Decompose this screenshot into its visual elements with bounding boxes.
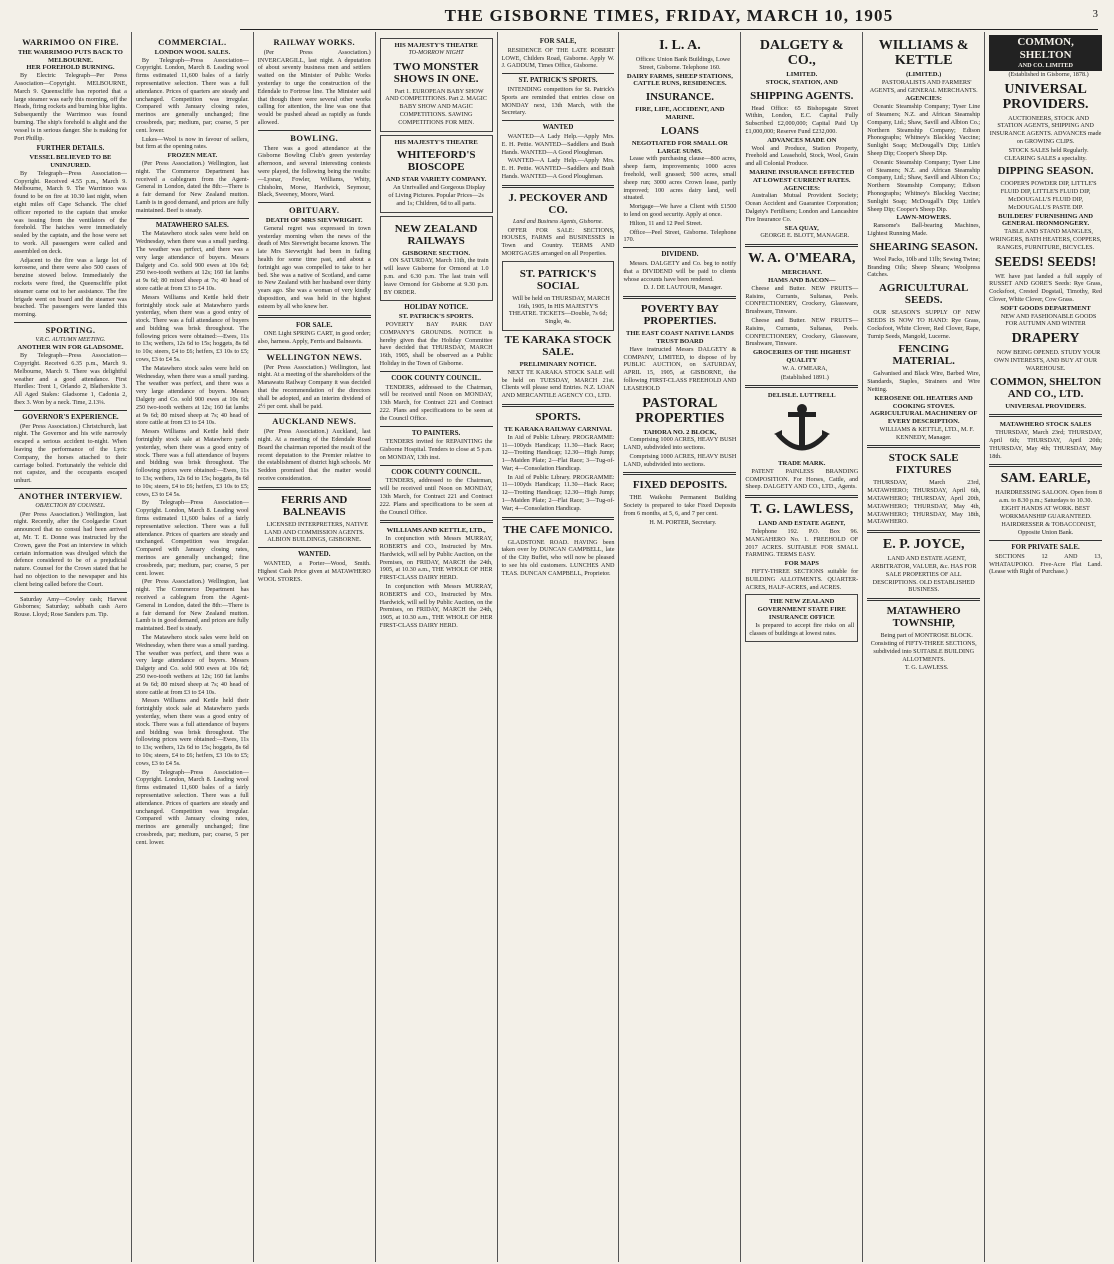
divider (867, 598, 980, 601)
railways-sub: GISBORNE SECTION. (402, 249, 471, 257)
divider (502, 120, 615, 121)
article-text: Messrs Williams and Kettle held their fortnightly stock sale at Matawhero yards yesterday, when there was a good entry of stock. There was a full attendance of buyers and bidding was brisk throughout. The following prices were obtained:—Ewes, 11s to 13s; wethers, 12s 6d to 15s; hoggets, 8s 6d to 10s; steers, £4 to £6; heifers, £3 10s to £5; cows, £3 to £4 5s. (135, 697, 249, 767)
ad-text: PASTORALISTS AND FARMERS' AGENTS, and GENERAL MERCHANTS. (869, 78, 978, 94)
column-6 (619, 32, 741, 1262)
column-9 (985, 32, 1106, 1262)
theatre-name: HIS MAJESTY'S THEATRE (394, 42, 478, 49)
theatre-date: TO-MORROW NIGHT (408, 49, 464, 56)
signature: W. A. O'MEARA, (782, 364, 828, 372)
article-text: By Telegraph—Press Association—Copyright. Received 4.55 p.m., March 9. Melbourne, March 9. The Warrimoo was found to be on fire at 10.30 last night, when eight miles off Cape Schanck. The chief officer reported to the captain that smoke was issuing from the ventilators of the forehold. The hatches were immediately sealed by the captain, and the hose were set to work. All passengers were called and assembled on deck. (14, 169, 127, 255)
carnival-title: TE KARAKA RAILWAY CARNIVAL (504, 425, 612, 433)
karaka-sub: PRELIMINARY NOTICE. (519, 360, 597, 368)
divider (380, 371, 493, 372)
article-text: Adjacent to the fire was a large lot of kerosene, and there were also 500 cases of benzine stowed below. Immediately the rockets were fired, the Queenscliffe pilot steamer came out to her assistance. The fire brigade went on board and the steamer was beached. The passengers were landed this morning. (14, 256, 127, 319)
ad-text: Wool Packs, 10lb and 11lb; Sewing Twine; Branding Oils; Sheep Shears; Woolpress Catches. (867, 255, 981, 279)
article-text: The Matawhero stock sales were held on Wednesday, when there was a small yarding. The weather was perfect, and there was a very large attendance of buyers. Messrs Dalgety and Co. sold 900 ewes at 10s 6d; 250 two-tooth wethers at 12s; 160 fat lambs at 9s 6d; 80 mixed sheep at 7s; 40 head of store cattle at from £3 to £4 10s. (135, 364, 249, 427)
divider (623, 247, 736, 248)
ad-joyce: E. P. JOYCE, (882, 537, 965, 553)
headline-for-sale: FOR SALE. (295, 320, 333, 329)
ad-lawless: T. G. LAWLESS, (750, 502, 854, 518)
ad-text: TENDERS invited for REPAINTING the Gisborne Hospital. Tenders to close at 5 p.m. on MONDAY, 13th inst. (379, 438, 493, 461)
headline-commercial: COMMERCIAL. (158, 37, 227, 47)
ad-text: INTENDING competitors for St. Patrick's Sports are reminded that entries close on MONDAY next, 13th March, with the Secretary. (501, 85, 615, 117)
ad-text: NOW BEING OPENED. STUDY YOUR OWN INTERESTS, AND BUY AT OUR WAREHOUSE. (994, 349, 1101, 372)
masthead-title: THE GISBORNE TIMES, FRIDAY, MARCH 10, 1905 (444, 6, 894, 25)
wk-fencing: FENCING MATERIAL. (892, 343, 955, 368)
ad-text: WANTED, a Porter—Wood, Smith. Highest Cash Price given at MATAWHERO WOOL STORES. (257, 560, 371, 583)
headline-dividend: DIVIDEND. (661, 250, 699, 259)
divider (989, 414, 1102, 417)
ad-williams-kettle: WILLIAMS & KETTLE (878, 38, 969, 68)
headline-cook-county: COOK COUNTY COUNCIL. (391, 373, 481, 382)
ad-text: Comprising 1000 ACRES, HEAVY BUSH LAND, subdivided into sections. (623, 452, 737, 468)
wk-machinery: AGRICULTURAL MACHINERY OF EVERY DESCRIPTION. (870, 410, 978, 426)
ad-text: NEXT TE KARAKA STOCK SALE will be held on TUESDAY, MARCH 21st. Clients will please send Entries. N.Z. LOAN AND MERCANTILE AGENCY CO., LTD. (501, 368, 615, 400)
established: (Established 1891.) (780, 373, 829, 381)
article-text: The Matawhero stock sales were held on Wednesday, when there was a small yarding. The weather was perfect, and there was a very large attendance of buyers. Messrs Dalgety and Co. sold 900 ewes at 10s 6d; 250 two-tooth wethers at 12s; 160 fat lambs at 9s 6d; 80 mixed sheep at 7s; 40 head of store cattle at from £3 to £4 10s. (135, 230, 249, 292)
anchor-icon (772, 404, 832, 456)
ad-peckover: J. PECKOVER AND CO. (508, 191, 608, 216)
column-8 (863, 32, 985, 1262)
headline-wellington: WELLINGTON NEWS. (266, 351, 362, 362)
ad-poverty-bay: POVERTY BAY PROPERTIES. (640, 303, 719, 328)
divider (502, 517, 615, 520)
theatre-name: HIS MAJESTY'S THEATRE (394, 138, 478, 146)
dalgety-marine: MARINE INSURANCE EFFECTED AT LOWEST CURRENT RATES. (749, 168, 855, 184)
ad-text: Oceanic Steamship Company; Tyser Line of Steamers; N.Z. and African Steamship Company, Ltd.; Shaw, Savill and Albion Co.; Northern Steamship Company; Edison Phonographs; Whitney's Blackleg Vaccine; Sunlight Soap; McDougall's Dip; Little's Sheep Dip; Cooper's Sheep Dip. (867, 158, 981, 213)
headline-obituary: OBITUARY. (288, 205, 340, 216)
divider (867, 445, 980, 448)
ad-text: COOPER'S POWDER DIP, LITTLE'S FLUID DIP, LITTLE'S FLUID DIP, McDOUGALL'S FLUID DIP, McDOUGALL'S PASTE DIP. (1000, 180, 1097, 211)
ad-text: NEW AND FASHIONABLE GOODS FOR AUTUMN AND WINTER (1000, 312, 1097, 328)
article-text: Saturday Amy—Cowley cash; Harvest Gisbornes; Saturday; sabbath cash Aero Rouse. Lloyd; Rose Sanders p.m. Tip. (14, 595, 127, 619)
ad-text: Australian Mutual Provident Society; Ocean Accident and Guarantee Corporation; Dalgety's Fertilisers; London and Lancashire Fire Insurance Co. (745, 192, 859, 223)
headline-private-sale: FOR PRIVATE SALE. (1011, 543, 1080, 552)
dalgety-stock: STOCK, STATION, AND (765, 78, 838, 86)
ad-text: FIFTY-THREE SECTIONS suitable for BUILDING ALLOTMENTS. QUARTER-ACRES, HALF-ACRES, and ACRES. (745, 568, 859, 591)
ad-text: LAND AND ESTATE AGENT, ARBITRATOR, VALUER, &c. HAS FOR SALE PROPERTIES OF ALL DESCRIPTIONS. OLD ESTABLISHED BUSINESS. (870, 555, 977, 594)
dipping-season: DIPPING SEASON. (997, 165, 1094, 178)
divider (623, 296, 736, 299)
common-sub: AND CO. LIMITED (1018, 62, 1073, 69)
ad-text: Part 1. EUROPEAN BABY SHOW AND COMPETITIONS. Part 2. MAGIC BABY SHOW AND MAGIC COMPETITIONS. SAWING COMPETITIONS FOR MEN. (385, 87, 487, 126)
ad-williams-kettle: WILLIAMS AND KETTLE, LTD., (386, 527, 486, 535)
headline-auckland: AUCKLAND NEWS. (272, 416, 357, 427)
ad-karaka: TE KARAKA STOCK SALE. (504, 333, 612, 358)
wk-agencies: AGENCIES: (905, 95, 942, 103)
divider (258, 487, 371, 490)
ad-text: TABLE AND STAND MANGLES, WRINGERS, BATH HEATERS, COPPERS, RANGES, FURNITURE, BICYCLES. (989, 228, 1102, 251)
common-footer-sub: UNIVERSAL PROVIDERS. (1005, 402, 1086, 410)
article-text: Lukes—Wool is now in favour of sellers, but firm at the opening rates. (135, 135, 249, 151)
universal-providers: UNIVERSAL PROVIDERS. (1002, 81, 1089, 112)
article-text: By Telegraph—Press Association—Copyright. London, March 8. Leading wool firms estimated 11,600 bales of a fairly representative selection. There was a full attendance. Prices of quarters are steady and unchanged. Competition was irregular. Compared with January closing rates, merinos are generally unchanged; fine crossbreds, par; medium, par; coarse, 5 per cent. lower. (135, 56, 249, 134)
dalgety-sea-quay: SEA QUAY, (784, 224, 819, 232)
article-text: By Telegraph—Press Association—Copyright. London, March 8. Leading wool firms estimated 11,600 bales of a fairly representative selection. There was a full attendance. Prices of quarters are steady and unchanged. Competition was irregular. Compared with January closing rates, merinos are generally unchanged; fine crossbreds, par; medium, par; coarse, 5 per cent. lower. (135, 768, 249, 846)
divider (380, 520, 493, 523)
divider (136, 218, 249, 219)
ad-text: In Aid of Public Library. PROGRAMME: 11—100yds Handicap; 11.30—Hack Race; 12—Trotting Handicap; 12.30—High Jump; 1—Maiden Plate; 2—Flat Race; 3—Tug-of-War; 4—Consolation Handicap. (501, 433, 615, 472)
divider (258, 547, 371, 548)
matawhero-stock-sales: MATAWHERO STOCK SALES (999, 421, 1092, 429)
subhead-sporting: V.R.C. AUTUMN MEETING. (35, 336, 106, 343)
ad-social (502, 261, 615, 331)
divider (258, 413, 371, 414)
headline-further: FURTHER DETAILS. (36, 144, 105, 153)
ad-text: Messrs. DALGETY and Co. beg to notify that a DIVIDEND will be paid to clients whose accounts have been rendered. (623, 259, 737, 283)
article-text: There was a good attendance at the Gisborne Bowling Club's green yesterday afternoon, and several interesting contests were played, the following being the results:—Lysnar, Fowler, Williams, Whity, Chisholm, Morse, Hardwick, Seymour, Black, Sweeney, Moore, Ward. (257, 144, 371, 199)
subhead-frozen-meat: FROZEN MEAT. (167, 152, 218, 160)
sam-sub: HAIRDRESSER & TOBACCONIST, Opposite Union Bank. (1001, 521, 1096, 537)
dalgety-agencies: AGENCIES: (783, 184, 821, 192)
ad-text: OUR SEASON'S SUPPLY OF NEW SEEDS IS NOW TO HAND: Rye Grass, Cocksfoot, White Clover, Red Clover, Rape, Turnip Seeds, Mangold, Lucerne. (867, 309, 981, 340)
divider (258, 315, 371, 318)
soft-goods: SOFT GOODS DEPARTMENT (1000, 304, 1091, 312)
subhead-vessel: VESSEL BELIEVED TO BE UNINJURED. (29, 154, 112, 169)
ad-common-shelton (989, 35, 1102, 71)
article-text: (Per Press Association.) Auckland, last night. At a meeting of the Edendale Road Board the chairman reported the result of the recent deputation to the Premier relative to the establishment of district high schools. Mr Seddon promised that the matter would receive consideration. (257, 428, 371, 483)
ad-text: HAIRDRESSING SALOON. Open from 8 a.m. to 8.30 p.m.; Saturdays to 10.30. EIGHT HANDS AT WORK. BEST WORKMANSHIP GUARANTEED. (995, 489, 1102, 520)
masthead (240, 6, 1098, 30)
ad-text: THURSDAY, March 23rd, MATAWHERO; THURSDAY, April 6th, MATAWHERO; THURSDAY, April 20th, MATAWHERO; THURSDAY, May 4th, MATAWHERO; THURSDAY, May 18th, MATAWHERO. (867, 479, 981, 526)
ila-loans: LOANS (660, 124, 699, 137)
ad-text: Office—Peel Street, Gisborne. Telephone 170. (623, 228, 737, 244)
omeara-sub: MERCHANT. (781, 269, 822, 277)
stock-sale-fixtures: STOCK SALE FIXTURES (888, 452, 959, 477)
wk-sub: (LIMITED.) (906, 71, 942, 78)
ila-loans-sub: NEGOTIATED FOR SMALL OR LARGE SUMS. (631, 139, 728, 155)
subhead-interview: OBJECTION BY COUNSEL. (35, 502, 106, 509)
ad-text: THURSDAY, March 23rd; THURSDAY, April 6th; THURSDAY, April 20th; THURSDAY, May 4th; THURSDAY, May 18th. (989, 429, 1103, 460)
ad-text: Oceanic Steamship Company; Tyser Line of Steamers; N.Z. and African Steamship Company, Ltd.; Shaw, Savill and Albion Co.; Northern Steamship Company; Edison Phonographs; Whitney's Blackleg Vaccine; Sunlight Soap; McDougall's Dip; Little's Sheep Dip; Cooper's Sheep Dip. (867, 103, 981, 157)
headline-painters: TO PAINTERS. (411, 428, 461, 437)
ad-text: Galvanised and Black Wire, Barbed Wire, Standards, Staples, Strainers and Wire Netting. (867, 370, 981, 393)
ad-matawhero-township: MATAWHERO TOWNSHIP, (886, 605, 961, 630)
column-2 (132, 32, 254, 1262)
column-1 (10, 32, 132, 1262)
ad-text: PATENT PAINLESS BRANDING COMPOSITION. For Horses, Cattle, and Sheep. DALGETY AND CO., LTD., Agents. (745, 467, 859, 491)
railways-headline: NEW ZEALAND RAILWAYS (394, 222, 478, 247)
bioscope-headline: WHITEFORD'S BIOSCOPE (396, 149, 476, 174)
subhead-hold: HER FOREHOLD BURNING. (26, 64, 115, 72)
signature: GEORGE E. BLOTT, MANAGER. (760, 232, 850, 240)
state-fire-headline: THE NEW ZEALAND GOVERNMENT STATE FIRE INSURANCE OFFICE (757, 598, 846, 622)
divider (745, 244, 858, 247)
columns (10, 32, 1106, 1262)
article-text: General regret was expressed in town yesterday morning when the news of the death of Mrs Sievwright became known. The late Mrs Sievwright had been in failing health for some time past, and about a fortnight ago was compelled to take to her bed. She was a native of Scotland, and came to New Zealand with her husband over thirty years ago. She was a woman of very kindly disposition, and was held in the highest esteem by all who knew her. (257, 224, 371, 310)
divider (502, 185, 615, 188)
common-shelton-footer: COMMON, SHELTON AND CO., LTD. (989, 375, 1102, 400)
ila-insurance-sub: FIRE, LIFE, ACCIDENT, AND MARINE. (635, 106, 725, 121)
ad-sam-earle: SAM. EARLE, (1000, 471, 1091, 487)
ad-text: RESIDENCE OF THE LATE ROBERT LOWE, Childers Road, Gisborne. Apply W. J. GADDUM, Times Office, Gisborne. (501, 46, 615, 70)
signature: D. J. DE LAUTOUR, Manager. (643, 284, 723, 292)
divider (14, 592, 127, 593)
divider (14, 488, 127, 489)
divider (745, 385, 858, 388)
ad-text: STOCK SALES held Regularly. CLEARING SALES a speciality. (1004, 146, 1089, 162)
article-text: (Per Press Association.) Christchurch, last night. The Governor and his wife narrowly escaped a serious accident to-night. When leaving the performance of the Lyric Company, the horses attached to their carriage bolted. Fortunately the vehicle did not capsize, and the occupants escaped unhurt. (14, 422, 127, 485)
ad-text: WANTED—A Lady Help.—Apply Mrs. E. H. Pettie. WANTED—Saddlers and Bush Hands. WANTED—A Good Ploughman. (501, 132, 615, 156)
theatre-headline: TWO MONSTER SHOWS IN ONE. (393, 60, 479, 85)
subhead-warrimoo: THE WARRIMOO PUTS BACK TO MELBOURNE. (18, 48, 123, 64)
ad-text: WANTED—A Lady Help.—Apply Mrs. E. H. Pettie. WANTED—Saddlers and Bush Hands. WANTED—A Good Ploughman. (501, 157, 615, 180)
headline-sporting: SPORTING. (45, 324, 96, 335)
ad-dalgety: DALGETY & CO., (759, 38, 844, 68)
column-3 (254, 32, 376, 1262)
ad-text: Telephone 192. P.O. Box 96. MANGAHERO No. 1. FREEHOLD OF 2017 ACRES. SUITABLE FOR SMALL FARMING. TERMS EASY. (745, 528, 859, 559)
headline-wanted: WANTED (542, 123, 574, 132)
headline-wanted: WANTED. (297, 550, 331, 559)
ad-text: An Unrivalled and Gorgeous Display of Living Pictures. Popular Prices—2s and 1s; Children, 6d to all parts. (388, 184, 486, 207)
ad-text: SECTIONS 12 AND 13, WHATAUPOKO. Five-Acre Flat Land. (Lease with Right of Purchase.) (989, 552, 1103, 576)
pastoral-headline: PASTORAL PROPERTIES (635, 395, 725, 426)
ad-cafe-monico: THE CAFE MONICO. (503, 523, 613, 536)
divider (258, 130, 371, 131)
headline-bowling: BOWLING. (290, 132, 339, 143)
column-5 (498, 32, 620, 1262)
divider (623, 472, 736, 475)
divider (745, 495, 858, 498)
subhead-stpat: ST. PATRICK'S SPORTS. (398, 313, 474, 321)
ad-text: Hilton, 11 and 12 Peel Street. (629, 219, 703, 227)
ad-text: TENDERS, addressed to the Chairman, will be received until Noon on MONDAY, 13th March, for Contract 221 and Contract 222. Plans and specifications to be seen at the Council Office. (379, 477, 493, 516)
subhead-death: DEATH OF MRS SIEVWRIGHT. (265, 216, 363, 224)
article-text: By Telegraph—Press Association—Copyright. Received 6.35 p.m., March 9. Melbourne, March 9. There was delightful weather and a good attendance. First Hurdles: Trent 1, Orlando 2, Blatherskite 3. All Aged Stakes: Gladsome 1, Cadonia 2, Ibex 3. Won by a neck. Time, 2.13¼. (14, 352, 127, 407)
ad-text: Being part of MONTROSE BLOCK. Consisting of FIFTY-THREE SECTIONS, subdivided into SUITABLE BUILDING ALLOTMENTS. (870, 632, 977, 663)
article-text: The Matawhero stock sales were held on Wednesday, when there was a small yarding. The weather was perfect, and there was a very large attendance of buyers. Messrs Dalgety and Co. sold 900 ewes at 10s 6d; 250 two-tooth wethers at 12s; 160 fat lambs at 9s 6d; 80 mixed sheep at 7s; 40 head of store cattle at from £3 to £4 10s. (135, 633, 249, 696)
ad-text: TENDERS, addressed to the Chairman, will be received until Noon on MONDAY, 13th March, for Contract 221 and Contract 222. Plans and specifications to be seen at the Council Office. (379, 383, 493, 422)
signature: T. G. LAWLESS. (904, 664, 949, 672)
divider (14, 322, 127, 323)
headline-matawhero: MATAWHERO SALES. (155, 220, 229, 229)
ad-text: Head Office: 65 Bishopsgate Street Within, London, E.C. Capital Fully Subscribed £2,000,000; Capital Paid Up £1,000,000; Reserve Fund £232,000. (745, 104, 859, 135)
page-number: 3 (1092, 8, 1098, 20)
divider (14, 410, 127, 411)
ad-omeara: W. A. O'MEARA, (748, 251, 856, 267)
drapery-headline: DRAPERY (1011, 331, 1080, 347)
bioscope-sub: AND STAR VARIETY COMPANY. (385, 176, 487, 184)
headline-for-sale: FOR SALE, (539, 37, 577, 45)
ad-text: Comprising 1000 ACRES, HEAVY BUSH LAND, subdivided into sections. (623, 436, 737, 452)
ad-text: ON SATURDAY, March 11th, the train will leave Gisborne for Ormond at 1.0 p.m. and 6.30 p.m. The last train will leave Ormond for Gisborne at 9.30 p.m. BY ORDER. (383, 257, 489, 296)
peckover-sub: Land and Business Agents, Gisborne. (513, 218, 603, 225)
ad-text: Offices: Union Bank Buildings, Lowe Street, Gisborne. Telephone 160. (635, 56, 731, 71)
wk-kerosene: KEROSENE OIL HEATERS AND COOKING STOVES. (874, 394, 973, 410)
article-text: (Per Press Association.) INVERCARGILL, last night. A deputation of about seventy business men and settlers waited on the Minister of Public Works yesterday to urge the construction of the Edendale to Fortrose line. The Minister said that though there were several other works calling for attention, the line was one that would be pushed ahead as rapidly as funds allowed. (257, 48, 371, 126)
ad-ila: I. L. A. (659, 38, 701, 53)
divider (258, 202, 371, 203)
divider (258, 349, 371, 350)
trade-mark-label: TRADE MARK. (778, 460, 826, 468)
anchor-trademark (745, 404, 858, 456)
dalgety-sub: LIMITED. (786, 71, 818, 78)
subhead-another-win: ANOTHER WIN FOR GLADSOME. (17, 344, 124, 352)
subhead-london-wool: LONDON WOOL SALES. (154, 48, 231, 56)
omeara-hams: HAMS AND BACON— (768, 276, 836, 284)
ad-text: GLADSTONE ROAD. HAVING been taken over by DUNCAN CAMPBELL, late of the City Buffet, who will now be pleased to see his old customers. LUNCHES AND TEAS. DUNCAN CAMPBELL, Proprietor. (501, 538, 615, 577)
article-text: (Per Press Association.) Wellington, last night. Recently, after the Coolgardie Court announced that no consul had been arrived at, Mr. T. E. Donne was instructed by the Crown, gave the Post an interview in which certain information was divulged which the defence considered to be of a prejudicial nature. Counsel for the Crown stated that he had no objection to the newspaper and his client being called before the Court. (14, 510, 127, 588)
column-7 (741, 32, 863, 1262)
ad-text: Lease with purchasing clause—800 acres, sheep farm, improvements; 1000 acres freehold, well grassed; 500 acres, small sheep run; 3000 acres Crown lease, partly improved; 100 acres dairy land, well situated. (623, 155, 737, 202)
ad-ferris: FERRIS AND BALNEAVIS (281, 493, 348, 518)
article-text: (Per Press Association.) Wellington, last night. The Commerce Department has received a cablegram from the Agent-General in London, dated the 8th:—There is a fair demand for New Zealand mutton. Lamb is in good demand, and prices are fully maintained. Beef is steady. (135, 159, 249, 214)
builders-furnishing: BUILDERS' FURNISHING AND GENERAL IRONMONGERY. (998, 212, 1094, 228)
ad-theatre (380, 38, 493, 132)
divider (989, 540, 1102, 541)
headline-sports: SPORTS. (535, 410, 581, 423)
ad-railways (380, 216, 493, 302)
article-text: (Per Press Association.) Wellington, last night. At a meeting of the shareholders of the Manawatu Railway Company it was decided that the recommendation of the directors shall be adopted, and an interim dividend of 2½ per cent. shall be paid. (257, 363, 371, 410)
wk-agri-seeds: AGRICULTURAL SEEDS. (878, 282, 969, 307)
ad-bioscope (380, 135, 493, 213)
lawless-sub: LAND AND ESTATE AGENT, (758, 520, 846, 528)
ad-text: Cheese and Butter. NEW FRUITS—Raisins, Currants, Sultanas, Peels. CONFECTIONERY, Crockery, Glassware, Brushware, Tinware. (745, 284, 859, 316)
ad-text: WE have just landed a full supply of RUSSET AND GORE'S Seeds: Rye Grass, Cocksfoot, Crested Dogstail, Timothy, Red Clover, White Clover, Cow Grass. (989, 272, 1103, 303)
dalgety-shipping: SHIPPING AGENTS. (750, 89, 854, 102)
headline-governor: GOVERNOR'S EXPERIENCE. (22, 412, 119, 421)
ad-text: In conjunction with Messrs MURRAY, ROBERTS and CO., Instructed by Mrs. Hardwick, will sell by Public Auction, on the Premises, on FRIDAY, MARCH the 24th, 1905, at 10.30 a.m., THE WHOLE OF HER FIRST-CLASS DAIRY HERD. (379, 583, 493, 630)
headline-railway: RAILWAY WORKS. (273, 37, 355, 47)
headline-interview: ANOTHER INTERVIEW. (18, 491, 123, 502)
article-text: Messrs Williams and Kettle held their fortnightly stock sale at Matawhero yards yesterday, when there was a good entry of stock. There was a full attendance of buyers and bidding was brisk throughout. The following prices were obtained:—Ewes, 11s to 13s; wethers, 12s 6d to 15s; hoggets, 8s 6d to 10s; steers, £4 to £6; heifers, £3 10s to £5; cows, £3 to £4 5s. (135, 293, 249, 364)
ad-text: OFFER FOR SALE: SECTIONS, HOUSES, FARMS and BUSINESSES in Town and Country. TERMS AND MORTGAGES arranged on all Properties. (501, 226, 615, 257)
ad-text: Wool and Produce, Station Property, Freehold and Leasehold, Stock, Wool, Grain and all Colonial Produce. (745, 144, 859, 168)
article-text: By Electric Telegraph—Per Press Association—Copyright. MELBOURNE, March 9. Queenscliffe has reported that a large steamer was early this morning, off the Heads, firing rockets and burning blue lights. Subsequently the Warrimoo was found burning. The ship's forehold is alight and the vessel is in serious danger. She is making for Port Phillip. (14, 72, 127, 142)
headline-warrimoo: WARRIMOO ON FIRE. (22, 37, 119, 47)
delisle-header: DELISLE. LUTTRELL (767, 392, 836, 400)
ad-text: POVERTY BAY PARK DAY COMPANY'S GROUNDS. NOTICE is hereby given that the Holiday Committee have decided that THURSDAY, MARCH 16th, 1905, shall be observed as a Public Holiday in the Town of Gisborne. (379, 320, 493, 367)
social-headline: ST. PATRICK'S SOCIAL (519, 267, 597, 292)
ila-insurance: INSURANCE. (645, 91, 714, 104)
ad-text: Is prepared to accept fire risks on all classes of buildings at lowest rates. (749, 621, 855, 637)
ad-text: Have instructed Messrs DALGETY & COMPANY, LIMITED, to dispose of by PUBLIC AUCTION, on SATURDAY, APRIL 15, 1905, at GISBORNE, the following FIRST-CLASS FREEHOLD AND LEASEHOLD (623, 345, 737, 392)
established: (Established in Gisborne, 1878.) (1008, 70, 1089, 78)
omeara-groceries: GROCERIES OF THE HIGHEST QUALITY (752, 349, 851, 364)
headline-fixed-deposits: FIXED DEPOSITS. (632, 479, 727, 492)
seeds-headline: SEEDS! SEEDS! (994, 254, 1097, 270)
tahora-sub: TAHORA NO. 2 BLOCK, (643, 428, 717, 436)
divider (989, 464, 1102, 467)
divider (380, 426, 493, 427)
dalgety-advances: ADVANCES MADE ON (767, 136, 837, 144)
east-coast-sub: THE EAST COAST NATIVE LANDS TRUST BOARD (626, 330, 734, 345)
headline-stpat-sports: ST. PATRICK'S SPORTS. (518, 76, 598, 85)
ad-text: In conjunction with Messrs MURRAY, ROBERTS and CO., Instructed by Mrs. Hardwick, will sell by Public Auction, on the Premises, on FRIDAY, MARCH the 24th, 1905, at 10.30 a.m., THE WHOLE OF HER FIRST-CLASS DAIRY HERD. (379, 535, 493, 582)
article-text: By Telegraph—Press Association—Copyright. London, March 8. Leading wool firms estimated 11,600 bales of a fairly representative selection. There was a full attendance. Prices of quarters are steady and unchanged. Competition was irregular. Compared with January closing rates, merinos are generally unchanged; fine crossbreds, par; medium, par; coarse, 5 per cent. lower. (135, 499, 249, 577)
ad-text: Ransome's Ball-bearing Machines, Lightest Running Made. (867, 222, 981, 237)
headline-cook-county: COOK COUNTY COUNCIL. (391, 467, 481, 476)
divider (380, 465, 493, 466)
ad-text: Will be held on THURSDAY, MARCH 16th, 1905, In HIS MAJESTY'S THEATRE. TICKETS—Double, 7s 6d; Single, 4s. (508, 294, 610, 326)
ila-dairy: DAIRY FARMS, SHEEP STATIONS, CATTLE RUNS, RESIDENCES. (626, 72, 733, 88)
headline-holiday: HOLIDAY NOTICE. (404, 303, 468, 312)
divider (867, 530, 980, 533)
signature: H. M. PORTER, Secretary. (649, 518, 717, 526)
ad-text: In Aid of Public Library. PROGRAMME: 11—100yds Handicap; 11.30—Hack Race; 12—Trotting Handicap; 12.30—High Jump; 1—Maiden Plate; 2—Flat Race; 3—Tug-of-War; 4—Consolation Handicap. (501, 473, 615, 512)
article-text: Messrs Williams and Kettle held their fortnightly stock sale at Matawhero yards yesterday, when there was a good entry of stock. There was a full attendance of buyers and bidding was brisk throughout. The following prices were obtained:—Ewes, 11s to 13s; wethers, 12s 6d to 15s; hoggets, 8s 6d to 10s; steers, £4 to £6; heifers, £3 10s to £5; cows, £3 to £4 5s. (135, 428, 249, 498)
lawless-maps: FOR MAPS (784, 560, 819, 568)
ad-text: THE Waikohu Permanent Building Society is prepared to take Fixed Deposits from 6 months, at 5, 6, and 7 per cent. (623, 494, 737, 518)
article-text: (Per Press Association.) Wellington, last night. The Commerce Department has received a cablegram from the Agent-General in London, dated the 8th:—There is a fair demand for New Zealand mutton. Lamb is in good demand, and prices are fully maintained. Beef is steady. (135, 578, 249, 633)
ad-state-fire (745, 594, 858, 642)
common-title: COMMON, SHELTON (1017, 36, 1074, 61)
column-4 (376, 32, 498, 1262)
ad-text: LICENSED INTERPRETERS, NATIVE LAND AND COMMISSION AGENTS. ALBION BUILDINGS, GISBORNE. (264, 520, 369, 544)
divider (502, 73, 615, 74)
ad-text: Cheese and Butter. NEW FRUITS—Raisins, Currants, Sultanas, Peels. CONFECTIONERY, Crockery, Glassware, Brushware, Tinware. (745, 316, 859, 348)
ad-text: AUCTIONEERS, STOCK AND STATION AGENTS, SHIPPING AND INSURANCE AGENTS. ADVANCES made on GROWING CLIPS. (989, 114, 1102, 145)
ad-text: ONE Light SPRING CART, in good order; also, harness. Apply, Ferris and Balneavis. (257, 330, 371, 346)
wk-lawn-mowers: LAWN-MOWERS. (896, 214, 951, 222)
signature: WILLIAMS & KETTLE, LTD., M. F. KENNEDY, Manager. (879, 425, 974, 441)
divider (502, 404, 615, 407)
ad-text: Mortgage—We have a Client with £1500 to lend on good security. Apply at once. (623, 203, 737, 218)
wk-shearing: SHEARING SEASON. (869, 240, 978, 253)
